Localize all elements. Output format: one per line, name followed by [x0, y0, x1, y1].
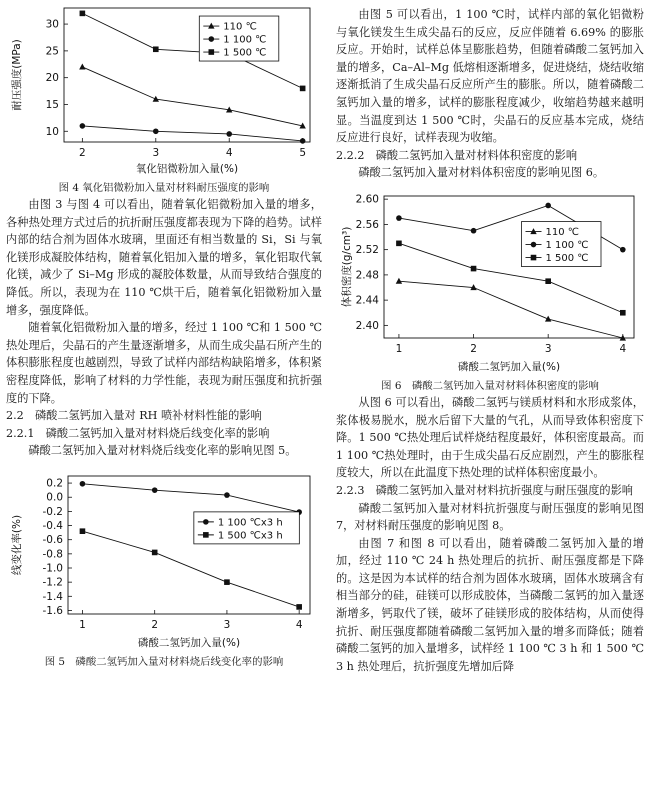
data-point — [471, 228, 477, 234]
x-axis-label: 磷酸二氢钙加入量(%) — [137, 636, 241, 649]
data-point — [396, 240, 402, 246]
y-tick-label: -0.2 — [42, 505, 63, 518]
y-axis-label: 体积密度(g/cm³) — [341, 226, 353, 308]
data-point — [209, 49, 215, 55]
legend-label: 1 100 ℃ — [545, 239, 589, 251]
y-tick-label: 2.48 — [355, 269, 379, 282]
paragraph: 磷酸二氢钙加入量对材料烧后线变化率的影响见图 5。 — [28, 444, 297, 458]
x-tick-label: 3 — [223, 618, 231, 631]
data-point — [153, 46, 159, 52]
data-point — [471, 266, 477, 272]
figure-6-chart — [336, 188, 644, 378]
section-heading: 2.2 磷酸二氢钙加入量对 RH 喷补材料性能的影响 — [6, 409, 262, 423]
data-point — [209, 36, 215, 42]
x-tick-label: 4 — [295, 618, 303, 631]
legend-label: 1 500 ℃x3 h — [217, 530, 283, 542]
series-line — [399, 281, 623, 338]
y-tick-label: 2.44 — [355, 294, 379, 307]
data-point — [152, 550, 158, 556]
figure-4-chart — [6, 0, 322, 180]
data-point — [531, 242, 537, 248]
data-point — [620, 247, 626, 253]
x-tick-label: 3 — [544, 342, 552, 355]
data-point — [545, 203, 551, 209]
figure-5-chart — [6, 466, 322, 654]
y-tick-label: 2.60 — [355, 193, 379, 206]
paragraph: 由图 5 可以看出，1 100 ℃时，试样内部的氧化铝微粉与氧化镁发生生成尖晶石的反应，反应伴随着 6.69% 的膨胀反应。开始时，试样总体呈膨胀趋势，但随着磷酸二氢钙加入量的增多，Ca–Al–Mg 低熔相逐渐增多，促进烧结，烧结收缩逐渐抵消了生成尖晶石反应所产生的膨胀。所以，随着磷酸二氢钙加入量的增多，试样的膨胀程度减少，收缩趋势越来越明显。当温度到达 1 500 ℃时，尖晶石的反应基本完成，烧结反应进行良好，试样表现为收缩。 — [336, 8, 644, 145]
data-point — [153, 128, 159, 134]
series-triangle — [396, 278, 626, 341]
figure-6-caption: 图 6 磷酸二氢钙加入量对材料体积密度的影响 — [381, 379, 599, 392]
data-point — [300, 138, 306, 144]
data-point — [152, 487, 158, 493]
data-point — [153, 96, 159, 102]
left-column — [6, 0, 322, 670]
series-line — [82, 484, 299, 512]
paragraph: 随着氧化铝微粉加入量的增多，经过 1 100 ℃和 1 500 ℃热处理后，尖晶石的产生量逐渐增多，从而生成尖晶石所产生的体积膨胀程度也越剧烈，导致了试样内部结构缺陷增多，体积紧密程度降低，影响了材料的力学性能，表现为耐压强度和抗折强度的下降。 — [6, 321, 322, 405]
plot-frame — [68, 476, 310, 614]
paragraph: 磷酸二氢钙加入量对材料体积密度的影响见图 6。 — [358, 166, 605, 180]
y-tick-label: 25 — [45, 45, 59, 58]
data-point — [226, 131, 232, 137]
data-point — [300, 86, 306, 92]
plot-frame — [384, 196, 634, 338]
paragraph: 由图 3 与图 4 可以看出，随着氧化铝微粉加入量的增多，各种热处理方式过后的抗折耐压强度都表现为下降的趋势。试样内部的结合剂为固体水玻璃，里面还有相当数量的 Si，Si 与氧化镁形成凝胶体结构，随着氧化铝加入量的增多，氧化铝取代氧化镁，减少了 Si–Mg 形成的凝胶体数量，从而导致结合强度的降低。所以，表现为在 110 ℃烘干后，随着氧化铝微粉加入量增多，强度降低。 — [6, 198, 322, 317]
x-axis-label: 氧化铝微粉加入量(%) — [135, 163, 239, 175]
y-tick-label: 2.56 — [355, 218, 379, 231]
subsection-heading: 2.2.1 磷酸二氢钙加入量对材料烧后线变化率的影响 — [6, 426, 270, 440]
legend-label: 1 100 ℃x3 h — [217, 517, 283, 529]
data-point — [80, 481, 86, 487]
data-point — [80, 528, 86, 534]
series-line — [82, 67, 302, 126]
y-tick-label: -1.2 — [42, 576, 63, 589]
data-point — [203, 532, 209, 538]
y-axis-label: 耐压强度(MPa) — [11, 39, 23, 111]
legend-label: 110 ℃ — [545, 226, 579, 238]
x-tick-label: 3 — [152, 147, 160, 159]
data-point — [79, 64, 85, 70]
y-tick-label: 2.40 — [355, 319, 379, 332]
y-tick-label: 2.52 — [355, 244, 379, 257]
series-circle — [80, 481, 302, 515]
x-axis-label: 磷酸二氢钙加入量(%) — [457, 360, 561, 373]
y-tick-label: 15 — [45, 98, 59, 111]
data-point — [80, 123, 86, 129]
y-tick-label: -1.0 — [42, 562, 63, 575]
figure-4-caption: 图 4 氧化铝微粉加入量对材料耐压强度的影响 — [58, 182, 270, 194]
data-point — [531, 255, 537, 261]
figure-5-caption: 图 5 磷酸二氢钙加入量对材料烧后线变化率的影响 — [44, 655, 284, 668]
legend — [199, 16, 278, 61]
y-tick-label: -0.8 — [42, 548, 63, 561]
data-point — [296, 604, 302, 610]
paragraph: 由图 7 和图 8 可以看出，随着磷酸二氢钙加入量的增加，经过 110 ℃ 24 h 热处理后的抗折、耐压强度都是下降的。这是因为本试样的结合剂为固体水玻璃，固体水玻璃含有相当部分的硅，硅镁可以形成胶体，当磷酸二氢钙的加入量逐渐增多，钙取代了镁，破坏了硅镁形成的胶体结构，从而使得抗折、耐压强度都随着磷酸二氢钙加入量的增多而降低；随着磷酸二氢钙的加入量增多，试样经 1 100 ℃ 3 h 和 1 500 ℃ 3 h 热处理后，抗折强度先增加后降 — [336, 536, 644, 673]
series-circle — [80, 123, 306, 144]
subsection-heading: 2.2.3 磷酸二氢钙加入量对材料抗折强度与耐压强度的影响 — [336, 483, 633, 497]
y-tick-label: -0.6 — [42, 534, 63, 547]
data-point — [80, 11, 86, 17]
subsection-heading: 2.2.2 磷酸二氢钙加入量对材料体积密度的影响 — [336, 148, 578, 162]
x-tick-label: 5 — [299, 147, 307, 159]
data-point — [545, 316, 551, 322]
x-tick-label: 4 — [619, 342, 627, 355]
y-axis-label: 线变化率(%) — [11, 514, 23, 575]
y-tick-label: -1.4 — [42, 590, 63, 603]
y-tick-label: -1.6 — [42, 604, 63, 617]
x-tick-label: 1 — [79, 618, 86, 631]
x-tick-label: 2 — [79, 147, 86, 159]
legend — [522, 221, 602, 266]
data-point — [545, 278, 551, 284]
legend-label: 1 500 ℃ — [223, 47, 267, 59]
legend-label: 110 ℃ — [223, 21, 257, 33]
y-tick-label: 0.0 — [46, 491, 63, 504]
data-point — [620, 310, 626, 316]
y-tick-label: 0.2 — [46, 477, 63, 490]
x-tick-label: 1 — [395, 342, 403, 355]
x-tick-label: 4 — [225, 147, 233, 159]
series-line — [82, 126, 302, 141]
right-column — [336, 0, 644, 675]
data-point — [224, 579, 230, 585]
paragraph: 从图 6 可以看出，磷酸二氢钙与镁质材料和水形成浆体，浆体极易脱水，脱水后留下大量的气孔，从而导致体积密度下降。1 500 ℃热处理后试样烧结程度最好，体积密度最高。而 1 100 ℃热处理时，由于生成尖晶石反应剧烈，产生的膨胀程度较大，所以在此温度下热处理的试样体积密度最小。 — [336, 395, 644, 480]
paragraph: 磷酸二氢钙加入量对材料抗折强度与耐压强度的影响见图 7，对材料耐压强度的影响见图 8。 — [336, 501, 644, 533]
legend-label: 1 500 ℃ — [545, 252, 589, 264]
x-tick-label: 2 — [151, 618, 159, 631]
data-point — [396, 215, 402, 221]
data-point — [224, 492, 230, 498]
data-point — [203, 519, 209, 525]
x-tick-label: 2 — [470, 342, 477, 355]
data-point — [396, 278, 402, 284]
y-tick-label: -0.4 — [42, 519, 63, 532]
legend — [194, 512, 300, 544]
y-tick-label: 20 — [45, 72, 59, 85]
y-tick-label: 10 — [45, 125, 59, 138]
legend-label: 1 100 ℃ — [223, 34, 267, 46]
y-tick-label: 30 — [45, 18, 59, 31]
